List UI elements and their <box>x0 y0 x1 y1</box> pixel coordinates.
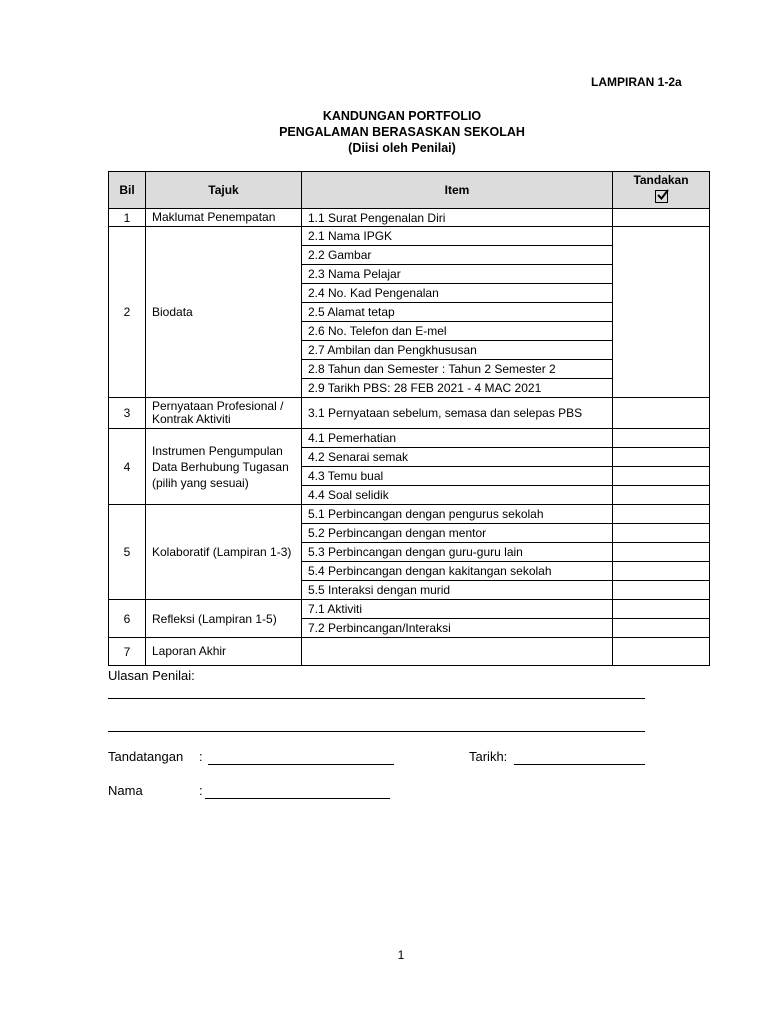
nama-label: Nama <box>108 783 143 798</box>
cell-item: 2.2 Gambar <box>302 246 613 265</box>
cell-bil: 5 <box>109 505 146 600</box>
nama-colon: : <box>199 783 203 798</box>
cell-item: 4.1 Pemerhatian <box>302 429 613 448</box>
ulasan-label: Ulasan Penilai: <box>108 668 195 683</box>
cell-item: 2.1 Nama IPGK <box>302 227 613 246</box>
cell-item: 5.2 Perbincangan dengan mentor <box>302 524 613 543</box>
cell-item: 4.3 Temu bual <box>302 467 613 486</box>
table-row <box>109 398 710 429</box>
cell-tandakan[interactable] <box>613 543 710 562</box>
cell-item: 7.1 Aktiviti <box>302 600 613 619</box>
checked-box-icon <box>655 190 668 203</box>
title-line-1: KANDUNGAN PORTFOLIO <box>322 109 482 123</box>
cell-bil: 2 <box>109 227 146 398</box>
table-row <box>109 600 710 619</box>
cell-tajuk: Maklumat Penempatan <box>146 209 302 227</box>
tandatangan-row <box>108 749 183 764</box>
cell-item: 5.5 Interaksi dengan murid <box>302 581 613 600</box>
cell-item: 7.2 Perbincangan/Interaksi <box>302 619 613 638</box>
cell-bil: 7 <box>109 638 146 666</box>
cell-item: 4.4 Soal selidik <box>302 486 613 505</box>
tarikh-label: Tarikh: <box>469 749 508 764</box>
cell-tajuk: Kolaboratif (Lampiran 1-3) <box>146 505 302 600</box>
table-header-row <box>109 172 710 209</box>
table-row <box>109 227 710 246</box>
document-title <box>0 108 768 156</box>
nama-field[interactable] <box>205 798 390 799</box>
cell-item: 2.8 Tahun dan Semester : Tahun 2 Semester 2 <box>302 360 613 379</box>
table-row <box>109 505 710 524</box>
cell-tandakan[interactable] <box>613 448 710 467</box>
cell-tandakan[interactable] <box>613 505 710 524</box>
cell-item: 2.7 Ambilan dan Pengkhususan <box>302 341 613 360</box>
title-line-3: (Diisi oleh Penilai) <box>348 141 456 155</box>
cell-tandakan[interactable] <box>613 486 710 505</box>
cell-item: 2.4 No. Kad Pengenalan <box>302 284 613 303</box>
cell-tajuk: Laporan Akhir <box>146 638 302 666</box>
cell-tandakan[interactable] <box>613 562 710 581</box>
tarikh-field[interactable] <box>514 764 645 765</box>
cell-bil: 1 <box>109 209 146 227</box>
cell-tandakan[interactable] <box>613 600 710 619</box>
cell-item: 5.4 Perbincangan dengan kakitangan sekolah <box>302 562 613 581</box>
tandatangan-label: Tandatangan <box>108 749 184 764</box>
comment-line-1[interactable] <box>108 698 645 699</box>
page-number <box>0 948 768 962</box>
portfolio-table <box>108 171 710 666</box>
header-tandakan <box>613 172 710 209</box>
tandatangan-field[interactable] <box>208 764 394 765</box>
cell-item: 1.1 Surat Pengenalan Diri <box>302 209 613 227</box>
tandatangan-colon: : <box>199 749 203 764</box>
cell-item: 4.2 Senarai semak <box>302 448 613 467</box>
cell-item: 2.9 Tarikh PBS: 28 FEB 2021 - 4 MAC 2021 <box>302 379 613 398</box>
cell-tandakan[interactable] <box>613 638 710 666</box>
comment-line-2[interactable] <box>108 731 645 732</box>
cell-item: 2.5 Alamat tetap <box>302 303 613 322</box>
cell-bil: 6 <box>109 600 146 638</box>
cell-tandakan[interactable] <box>613 581 710 600</box>
cell-item: 3.1 Pernyataan sebelum, semasa dan selepas PBS <box>302 398 613 429</box>
cell-tandakan[interactable] <box>613 227 710 398</box>
cell-tandakan[interactable] <box>613 467 710 486</box>
lampiran-label: LAMPIRAN 1-2a <box>591 75 682 89</box>
cell-tajuk: Refleksi (Lampiran 1-5) <box>146 600 302 638</box>
cell-item: 5.1 Perbincangan dengan pengurus sekolah <box>302 505 613 524</box>
cell-bil: 4 <box>109 429 146 505</box>
header-item: Item <box>302 172 613 209</box>
cell-tajuk: Biodata <box>146 227 302 398</box>
cell-tandakan[interactable] <box>613 429 710 448</box>
header-tajuk: Tajuk <box>146 172 302 209</box>
cell-tandakan[interactable] <box>613 398 710 429</box>
title-line-2: PENGALAMAN BERASASKAN SEKOLAH <box>279 125 525 139</box>
cell-bil: 3 <box>109 398 146 429</box>
cell-item: 2.6 No. Telefon dan E-mel <box>302 322 613 341</box>
cell-item <box>302 638 613 666</box>
header-bil: Bil <box>109 172 146 209</box>
table-row <box>109 429 710 448</box>
cell-item: 2.3 Nama Pelajar <box>302 265 613 284</box>
cell-tajuk: Pernyataan Profesional / Kontrak Aktiviti <box>146 398 302 429</box>
header-tandakan-label: Tandakan <box>633 173 689 187</box>
cell-item: 5.3 Perbincangan dengan guru-guru lain <box>302 543 613 562</box>
cell-tandakan[interactable] <box>613 524 710 543</box>
page-number-text: 1 <box>397 948 405 962</box>
table-body <box>109 209 710 666</box>
cell-tandakan[interactable] <box>613 619 710 638</box>
table-row <box>109 638 710 666</box>
cell-tajuk: Instrumen Pengumpulan Data Berhubung Tugasan (pilih yang sesuai) <box>146 429 302 505</box>
table-row <box>109 209 710 227</box>
cell-tandakan[interactable] <box>613 209 710 227</box>
